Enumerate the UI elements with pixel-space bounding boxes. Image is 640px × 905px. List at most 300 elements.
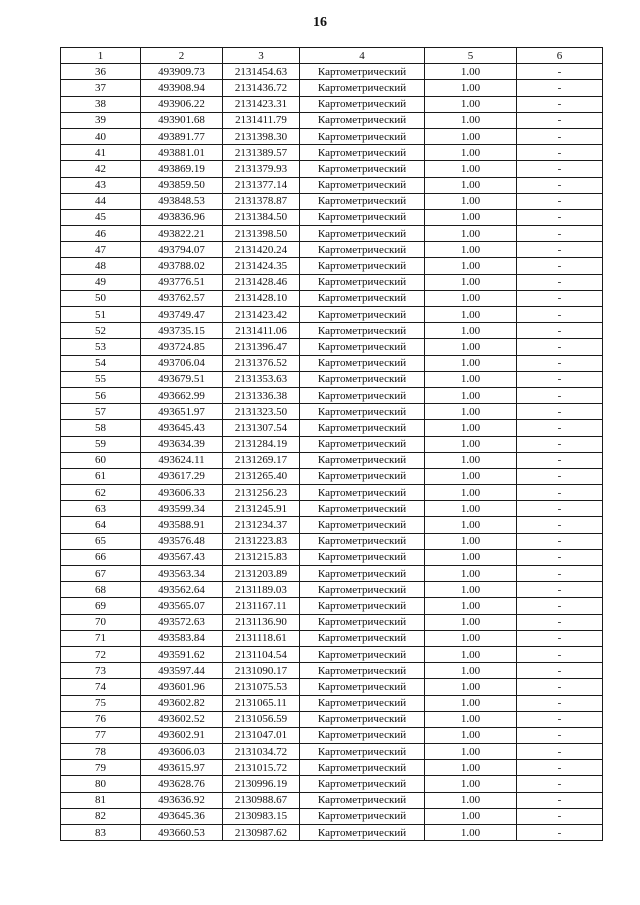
table-row [61, 226, 603, 242]
accuracy-cell: 1.00 [425, 307, 517, 323]
x-coordinate-cell: 493645.36 [141, 808, 223, 824]
note-cell: - [517, 549, 603, 565]
point-number-cell: 62 [61, 485, 141, 501]
x-coordinate-cell: 493794.07 [141, 242, 223, 258]
note-cell: - [517, 355, 603, 371]
note-cell: - [517, 128, 603, 144]
y-coordinate-cell: 2131398.50 [223, 226, 300, 242]
method-cell: Картометрический [300, 371, 425, 387]
column-header-5: 5 [425, 48, 517, 64]
x-coordinate-cell: 493617.29 [141, 468, 223, 484]
y-coordinate-cell: 2131075.53 [223, 679, 300, 695]
column-header-4: 4 [300, 48, 425, 64]
note-cell: - [517, 452, 603, 468]
note-cell: - [517, 274, 603, 290]
point-number-cell: 59 [61, 436, 141, 452]
table-row [61, 112, 603, 128]
method-cell: Картометрический [300, 128, 425, 144]
x-coordinate-cell: 493563.34 [141, 566, 223, 582]
x-coordinate-cell: 493565.07 [141, 598, 223, 614]
y-coordinate-cell: 2131047.01 [223, 727, 300, 743]
method-cell: Картометрический [300, 355, 425, 371]
y-coordinate-cell: 2131056.59 [223, 711, 300, 727]
note-cell: - [517, 209, 603, 225]
x-coordinate-cell: 493859.50 [141, 177, 223, 193]
note-cell: - [517, 307, 603, 323]
method-cell: Картометрический [300, 323, 425, 339]
method-cell: Картометрический [300, 387, 425, 403]
note-cell: - [517, 695, 603, 711]
accuracy-cell: 1.00 [425, 582, 517, 598]
method-cell: Картометрический [300, 760, 425, 776]
note-cell: - [517, 825, 603, 841]
y-coordinate-cell: 2131245.91 [223, 501, 300, 517]
note-cell: - [517, 744, 603, 760]
point-number-cell: 47 [61, 242, 141, 258]
accuracy-cell: 1.00 [425, 420, 517, 436]
x-coordinate-cell: 493881.01 [141, 145, 223, 161]
y-coordinate-cell: 2131384.50 [223, 209, 300, 225]
y-coordinate-cell: 2131428.46 [223, 274, 300, 290]
accuracy-cell: 1.00 [425, 744, 517, 760]
table-row [61, 760, 603, 776]
point-number-cell: 74 [61, 679, 141, 695]
method-cell: Картометрический [300, 468, 425, 484]
method-cell: Картометрический [300, 80, 425, 96]
point-number-cell: 52 [61, 323, 141, 339]
accuracy-cell: 1.00 [425, 711, 517, 727]
table-row [61, 64, 603, 80]
note-cell: - [517, 177, 603, 193]
y-coordinate-cell: 2130983.15 [223, 808, 300, 824]
x-coordinate-cell: 493662.99 [141, 387, 223, 403]
x-coordinate-cell: 493724.85 [141, 339, 223, 355]
method-cell: Картометрический [300, 663, 425, 679]
method-cell: Картометрический [300, 598, 425, 614]
note-cell: - [517, 582, 603, 598]
x-coordinate-cell: 493679.51 [141, 371, 223, 387]
x-coordinate-cell: 493588.91 [141, 517, 223, 533]
note-cell: - [517, 258, 603, 274]
point-number-cell: 81 [61, 792, 141, 808]
y-coordinate-cell: 2131167.11 [223, 598, 300, 614]
accuracy-cell: 1.00 [425, 258, 517, 274]
y-coordinate-cell: 2131090.17 [223, 663, 300, 679]
point-number-cell: 75 [61, 695, 141, 711]
note-cell: - [517, 161, 603, 177]
point-number-cell: 63 [61, 501, 141, 517]
accuracy-cell: 1.00 [425, 145, 517, 161]
table-row [61, 177, 603, 193]
point-number-cell: 79 [61, 760, 141, 776]
column-header-2: 2 [141, 48, 223, 64]
accuracy-cell: 1.00 [425, 566, 517, 582]
table-row [61, 533, 603, 549]
method-cell: Картометрический [300, 776, 425, 792]
x-coordinate-cell: 493749.47 [141, 307, 223, 323]
method-cell: Картометрический [300, 792, 425, 808]
point-number-cell: 77 [61, 727, 141, 743]
point-number-cell: 58 [61, 420, 141, 436]
accuracy-cell: 1.00 [425, 355, 517, 371]
table-row [61, 501, 603, 517]
y-coordinate-cell: 2131284.19 [223, 436, 300, 452]
accuracy-cell: 1.00 [425, 760, 517, 776]
y-coordinate-cell: 2131428.10 [223, 290, 300, 306]
table-row [61, 128, 603, 144]
table-row [61, 452, 603, 468]
point-number-cell: 82 [61, 808, 141, 824]
accuracy-cell: 1.00 [425, 452, 517, 468]
column-header-1: 1 [61, 48, 141, 64]
note-cell: - [517, 776, 603, 792]
note-cell: - [517, 808, 603, 824]
y-coordinate-cell: 2131256.23 [223, 485, 300, 501]
y-coordinate-cell: 2131396.47 [223, 339, 300, 355]
table-row [61, 663, 603, 679]
point-number-cell: 70 [61, 614, 141, 630]
y-coordinate-cell: 2131203.89 [223, 566, 300, 582]
note-cell: - [517, 64, 603, 80]
y-coordinate-cell: 2131065.11 [223, 695, 300, 711]
point-number-cell: 73 [61, 663, 141, 679]
x-coordinate-cell: 493602.52 [141, 711, 223, 727]
table-row [61, 549, 603, 565]
note-cell: - [517, 387, 603, 403]
y-coordinate-cell: 2131353.63 [223, 371, 300, 387]
table-row [61, 582, 603, 598]
note-cell: - [517, 226, 603, 242]
column-header-3: 3 [223, 48, 300, 64]
note-cell: - [517, 760, 603, 776]
accuracy-cell: 1.00 [425, 533, 517, 549]
table-row [61, 420, 603, 436]
y-coordinate-cell: 2131336.38 [223, 387, 300, 403]
table-row [61, 96, 603, 112]
x-coordinate-cell: 493591.62 [141, 646, 223, 662]
table-row [61, 387, 603, 403]
point-number-cell: 53 [61, 339, 141, 355]
y-coordinate-cell: 2130988.67 [223, 792, 300, 808]
y-coordinate-cell: 2131424.35 [223, 258, 300, 274]
accuracy-cell: 1.00 [425, 776, 517, 792]
table-row [61, 598, 603, 614]
method-cell: Картометрический [300, 64, 425, 80]
method-cell: Картометрический [300, 695, 425, 711]
method-cell: Картометрический [300, 566, 425, 582]
x-coordinate-cell: 493822.21 [141, 226, 223, 242]
x-coordinate-cell: 493848.53 [141, 193, 223, 209]
point-number-cell: 41 [61, 145, 141, 161]
accuracy-cell: 1.00 [425, 323, 517, 339]
point-number-cell: 71 [61, 630, 141, 646]
x-coordinate-cell: 493762.57 [141, 290, 223, 306]
table-row [61, 695, 603, 711]
accuracy-cell: 1.00 [425, 436, 517, 452]
y-coordinate-cell: 2131189.03 [223, 582, 300, 598]
table-row [61, 290, 603, 306]
table-row [61, 436, 603, 452]
page-number: 16 [313, 15, 327, 30]
accuracy-cell: 1.00 [425, 80, 517, 96]
method-cell: Картометрический [300, 145, 425, 161]
y-coordinate-cell: 2131423.31 [223, 96, 300, 112]
method-cell: Картометрический [300, 646, 425, 662]
method-cell: Картометрический [300, 339, 425, 355]
x-coordinate-cell: 493606.03 [141, 744, 223, 760]
x-coordinate-cell: 493636.92 [141, 792, 223, 808]
x-coordinate-cell: 493908.94 [141, 80, 223, 96]
x-coordinate-cell: 493615.97 [141, 760, 223, 776]
table-row [61, 242, 603, 258]
x-coordinate-cell: 493634.39 [141, 436, 223, 452]
point-number-cell: 49 [61, 274, 141, 290]
x-coordinate-cell: 493735.15 [141, 323, 223, 339]
method-cell: Картометрический [300, 485, 425, 501]
x-coordinate-cell: 493572.63 [141, 614, 223, 630]
point-number-cell: 76 [61, 711, 141, 727]
method-cell: Картометрический [300, 825, 425, 841]
accuracy-cell: 1.00 [425, 695, 517, 711]
table-row [61, 80, 603, 96]
y-coordinate-cell: 2131323.50 [223, 404, 300, 420]
table-row [61, 193, 603, 209]
point-number-cell: 45 [61, 209, 141, 225]
accuracy-cell: 1.00 [425, 112, 517, 128]
accuracy-cell: 1.00 [425, 663, 517, 679]
x-coordinate-cell: 493576.48 [141, 533, 223, 549]
table-row [61, 145, 603, 161]
x-coordinate-cell: 493624.11 [141, 452, 223, 468]
accuracy-cell: 1.00 [425, 128, 517, 144]
note-cell: - [517, 193, 603, 209]
y-coordinate-cell: 2131398.30 [223, 128, 300, 144]
point-number-cell: 36 [61, 64, 141, 80]
accuracy-cell: 1.00 [425, 371, 517, 387]
accuracy-cell: 1.00 [425, 226, 517, 242]
accuracy-cell: 1.00 [425, 161, 517, 177]
method-cell: Картометрический [300, 112, 425, 128]
method-cell: Картометрический [300, 727, 425, 743]
point-number-cell: 78 [61, 744, 141, 760]
table-row [61, 468, 603, 484]
point-number-cell: 54 [61, 355, 141, 371]
method-cell: Картометрический [300, 808, 425, 824]
table-row [61, 307, 603, 323]
table-row [61, 485, 603, 501]
y-coordinate-cell: 2131265.40 [223, 468, 300, 484]
x-coordinate-cell: 493606.33 [141, 485, 223, 501]
y-coordinate-cell: 2131104.54 [223, 646, 300, 662]
method-cell: Картометрический [300, 436, 425, 452]
note-cell: - [517, 290, 603, 306]
table-row [61, 776, 603, 792]
table-row [61, 744, 603, 760]
table-row [61, 679, 603, 695]
point-number-cell: 42 [61, 161, 141, 177]
x-coordinate-cell: 493788.02 [141, 258, 223, 274]
y-coordinate-cell: 2131015.72 [223, 760, 300, 776]
y-coordinate-cell: 2131118.61 [223, 630, 300, 646]
method-cell: Картометрический [300, 517, 425, 533]
y-coordinate-cell: 2131376.52 [223, 355, 300, 371]
accuracy-cell: 1.00 [425, 177, 517, 193]
y-coordinate-cell: 2131436.72 [223, 80, 300, 96]
note-cell: - [517, 598, 603, 614]
accuracy-cell: 1.00 [425, 825, 517, 841]
y-coordinate-cell: 2131379.93 [223, 161, 300, 177]
note-cell: - [517, 404, 603, 420]
point-number-cell: 39 [61, 112, 141, 128]
method-cell: Картометрический [300, 209, 425, 225]
accuracy-cell: 1.00 [425, 193, 517, 209]
x-coordinate-cell: 493628.76 [141, 776, 223, 792]
y-coordinate-cell: 2131378.87 [223, 193, 300, 209]
note-cell: - [517, 679, 603, 695]
point-number-cell: 61 [61, 468, 141, 484]
point-number-cell: 38 [61, 96, 141, 112]
x-coordinate-cell: 493602.91 [141, 727, 223, 743]
note-cell: - [517, 80, 603, 96]
table-row [61, 339, 603, 355]
y-coordinate-cell: 2130996.19 [223, 776, 300, 792]
note-cell: - [517, 614, 603, 630]
point-number-cell: 80 [61, 776, 141, 792]
method-cell: Картометрический [300, 242, 425, 258]
method-cell: Картометрический [300, 161, 425, 177]
x-coordinate-cell: 493602.82 [141, 695, 223, 711]
x-coordinate-cell: 493901.68 [141, 112, 223, 128]
table-row [61, 371, 603, 387]
x-coordinate-cell: 493869.19 [141, 161, 223, 177]
x-coordinate-cell: 493562.64 [141, 582, 223, 598]
y-coordinate-cell: 2131423.42 [223, 307, 300, 323]
method-cell: Картометрический [300, 711, 425, 727]
accuracy-cell: 1.00 [425, 387, 517, 403]
x-coordinate-cell: 493776.51 [141, 274, 223, 290]
y-coordinate-cell: 2131234.37 [223, 517, 300, 533]
point-number-cell: 69 [61, 598, 141, 614]
method-cell: Картометрический [300, 290, 425, 306]
point-number-cell: 65 [61, 533, 141, 549]
point-number-cell: 50 [61, 290, 141, 306]
table-row [61, 404, 603, 420]
note-cell: - [517, 727, 603, 743]
method-cell: Картометрический [300, 404, 425, 420]
point-number-cell: 72 [61, 646, 141, 662]
point-number-cell: 60 [61, 452, 141, 468]
x-coordinate-cell: 493909.73 [141, 64, 223, 80]
table-row [61, 825, 603, 841]
note-cell: - [517, 566, 603, 582]
x-coordinate-cell: 493891.77 [141, 128, 223, 144]
x-coordinate-cell: 493660.53 [141, 825, 223, 841]
y-coordinate-cell: 2131223.83 [223, 533, 300, 549]
note-cell: - [517, 242, 603, 258]
method-cell: Картометрический [300, 226, 425, 242]
table-row [61, 161, 603, 177]
method-cell: Картометрический [300, 744, 425, 760]
y-coordinate-cell: 2131420.24 [223, 242, 300, 258]
table-row [61, 727, 603, 743]
method-cell: Картометрический [300, 679, 425, 695]
point-number-cell: 57 [61, 404, 141, 420]
method-cell: Картометрический [300, 614, 425, 630]
note-cell: - [517, 792, 603, 808]
y-coordinate-cell: 2131269.17 [223, 452, 300, 468]
x-coordinate-cell: 493567.43 [141, 549, 223, 565]
note-cell: - [517, 145, 603, 161]
accuracy-cell: 1.00 [425, 404, 517, 420]
y-coordinate-cell: 2131034.72 [223, 744, 300, 760]
point-number-cell: 48 [61, 258, 141, 274]
y-coordinate-cell: 2131411.06 [223, 323, 300, 339]
table-row [61, 808, 603, 824]
accuracy-cell: 1.00 [425, 274, 517, 290]
point-number-cell: 46 [61, 226, 141, 242]
accuracy-cell: 1.00 [425, 646, 517, 662]
x-coordinate-cell: 493583.84 [141, 630, 223, 646]
table-row [61, 630, 603, 646]
accuracy-cell: 1.00 [425, 339, 517, 355]
accuracy-cell: 1.00 [425, 468, 517, 484]
accuracy-cell: 1.00 [425, 549, 517, 565]
table-row [61, 566, 603, 582]
table-row [61, 646, 603, 662]
y-coordinate-cell: 2131377.14 [223, 177, 300, 193]
accuracy-cell: 1.00 [425, 598, 517, 614]
x-coordinate-cell: 493601.96 [141, 679, 223, 695]
method-cell: Картометрический [300, 420, 425, 436]
x-coordinate-cell: 493645.43 [141, 420, 223, 436]
method-cell: Картометрический [300, 630, 425, 646]
note-cell: - [517, 323, 603, 339]
note-cell: - [517, 646, 603, 662]
table-row [61, 323, 603, 339]
note-cell: - [517, 436, 603, 452]
note-cell: - [517, 339, 603, 355]
x-coordinate-cell: 493599.34 [141, 501, 223, 517]
method-cell: Картометрический [300, 193, 425, 209]
accuracy-cell: 1.00 [425, 485, 517, 501]
x-coordinate-cell: 493836.96 [141, 209, 223, 225]
accuracy-cell: 1.00 [425, 242, 517, 258]
method-cell: Картометрический [300, 501, 425, 517]
table-row [61, 614, 603, 630]
accuracy-cell: 1.00 [425, 501, 517, 517]
table-row [61, 792, 603, 808]
note-cell: - [517, 533, 603, 549]
table-row [61, 355, 603, 371]
note-cell: - [517, 112, 603, 128]
point-number-cell: 56 [61, 387, 141, 403]
table-body [61, 64, 603, 841]
method-cell: Картометрический [300, 274, 425, 290]
accuracy-cell: 1.00 [425, 64, 517, 80]
point-number-cell: 40 [61, 128, 141, 144]
table-row [61, 517, 603, 533]
method-cell: Картометрический [300, 582, 425, 598]
method-cell: Картометрический [300, 177, 425, 193]
x-coordinate-cell: 493651.97 [141, 404, 223, 420]
method-cell: Картометрический [300, 533, 425, 549]
point-number-cell: 67 [61, 566, 141, 582]
note-cell: - [517, 468, 603, 484]
point-number-cell: 44 [61, 193, 141, 209]
y-coordinate-cell: 2131215.83 [223, 549, 300, 565]
method-cell: Картометрический [300, 258, 425, 274]
accuracy-cell: 1.00 [425, 209, 517, 225]
